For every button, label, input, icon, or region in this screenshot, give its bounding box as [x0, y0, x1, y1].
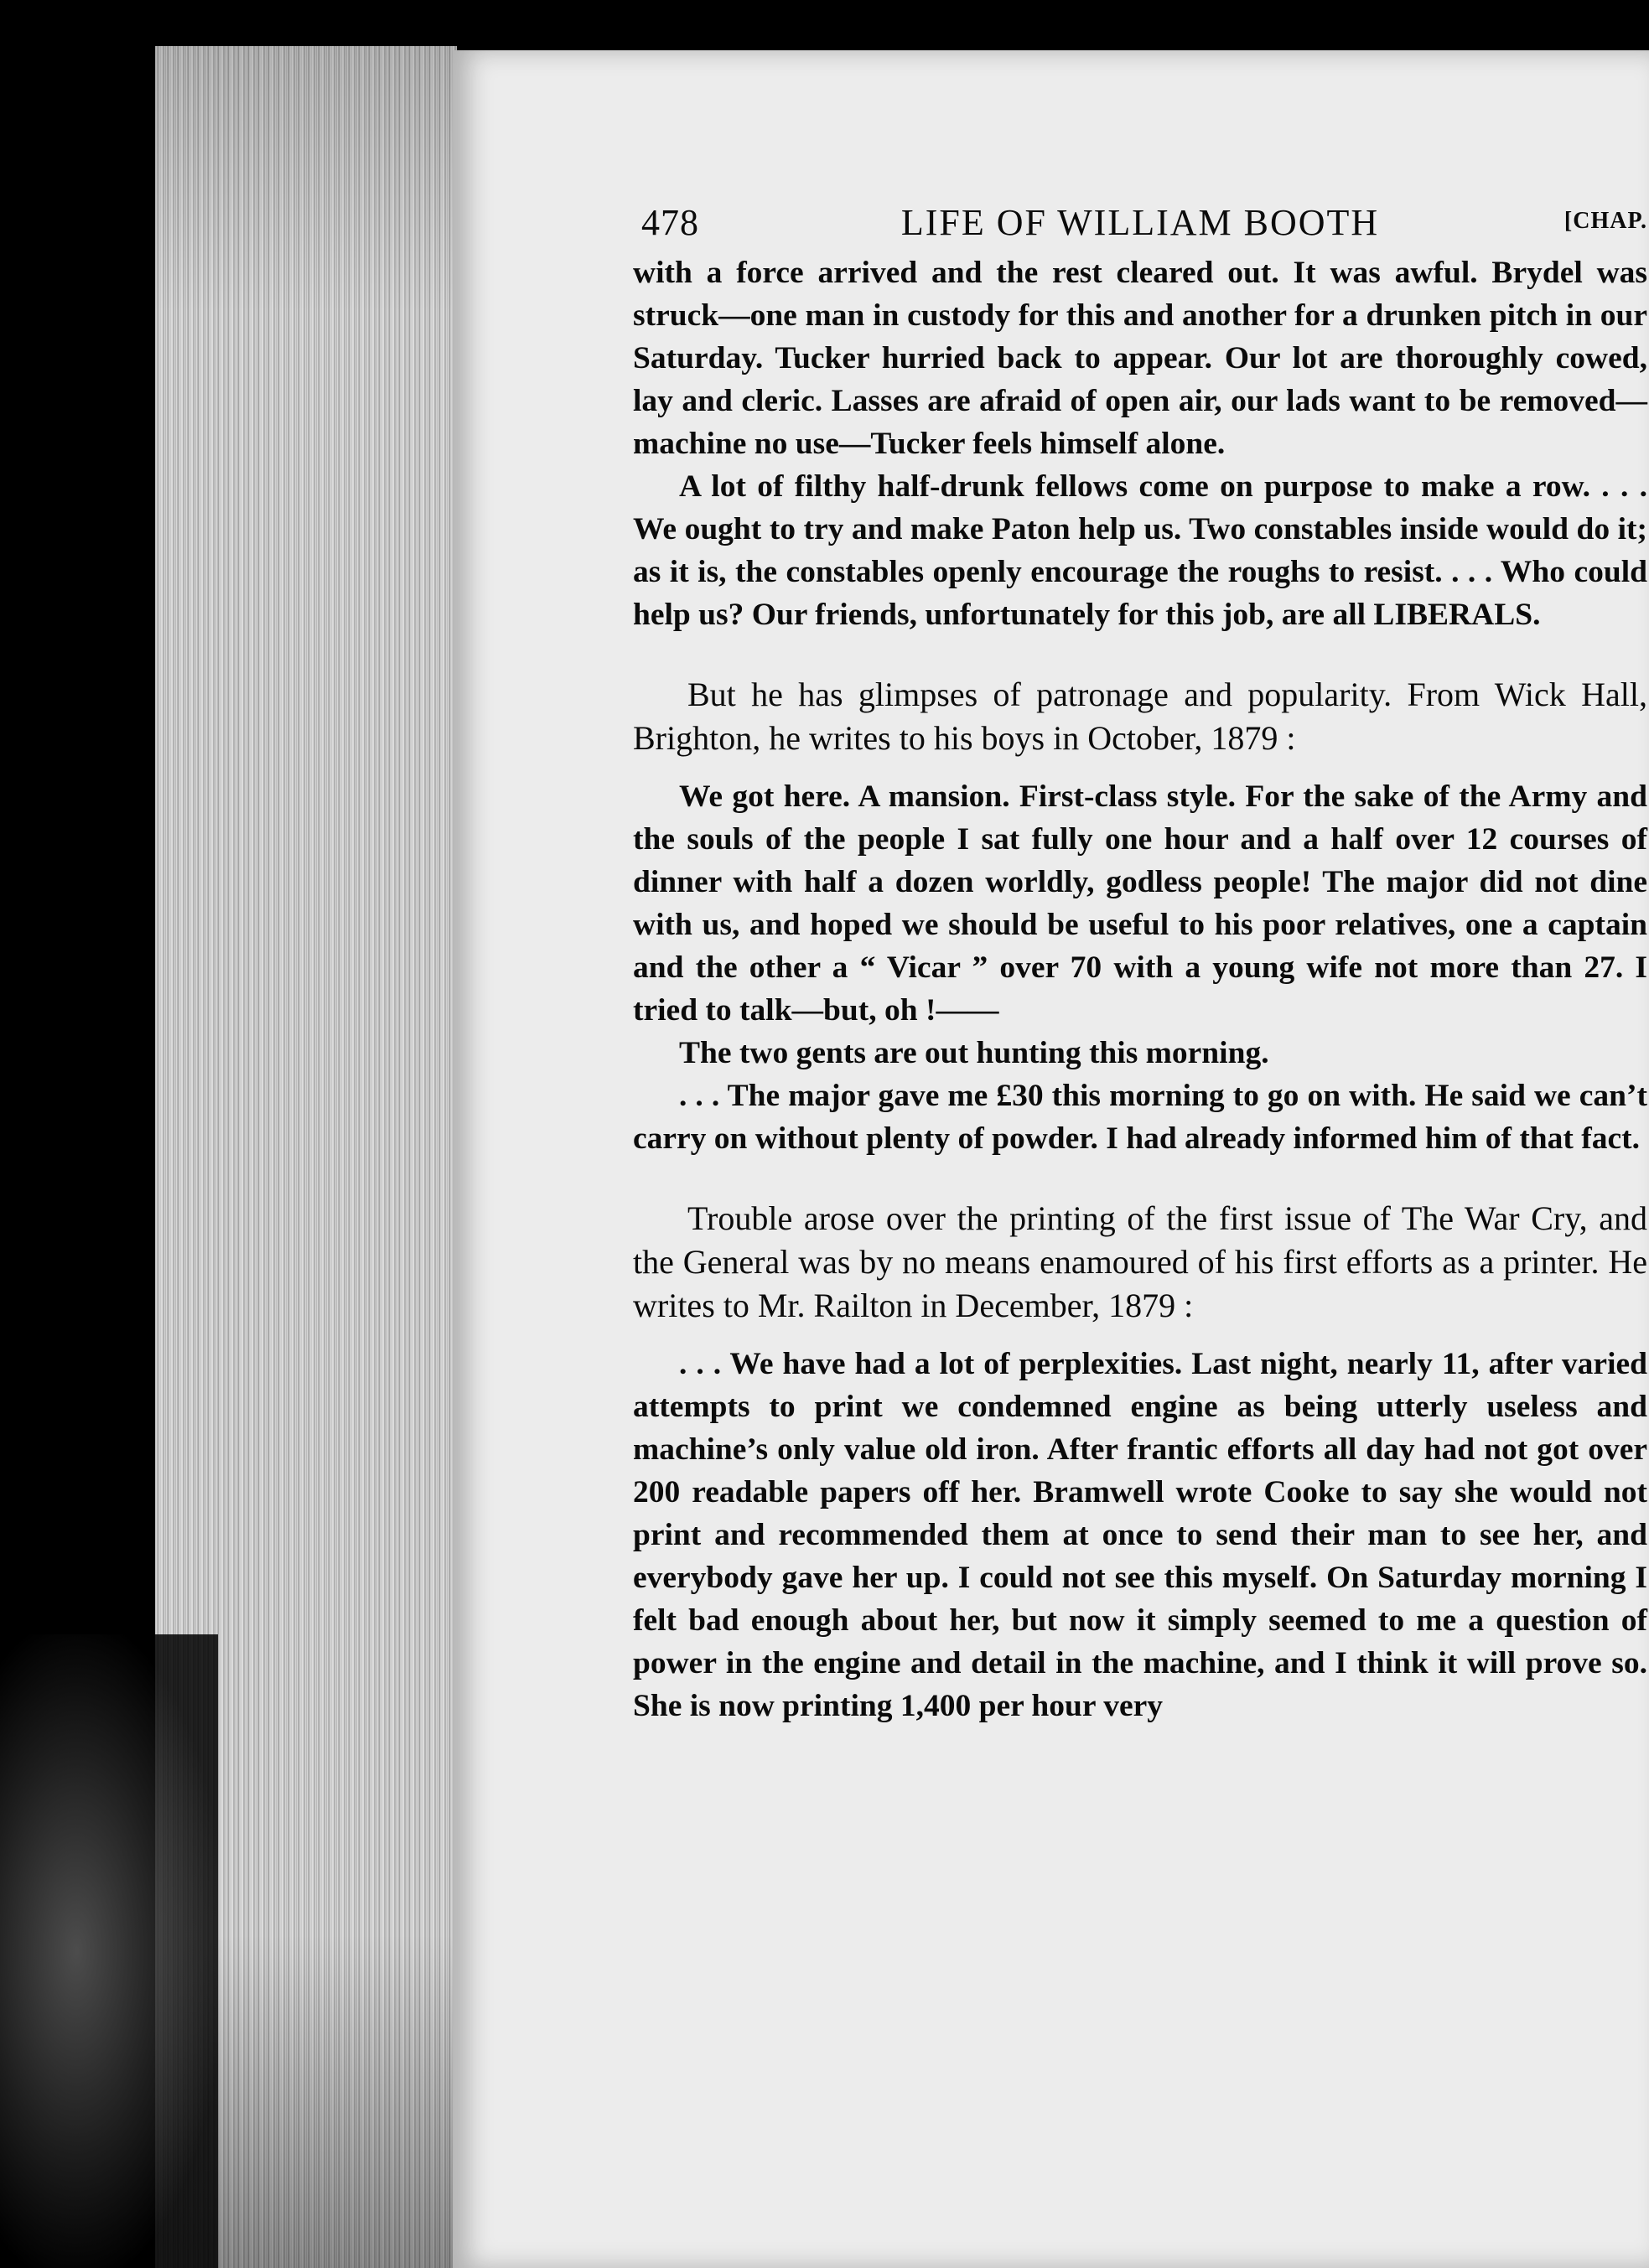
quote-paragraph: The two gents are out hunting this morning. [679, 1036, 1269, 1070]
quote-paragraph: A lot of filthy half-drunk fellows come on purpose to make a row. . . . We ought to try and make Paton help us. Two constables inside would do it; as it is, the constables openly encourage the roughs to resist. . . . Who could help us? Our friends, unfortunately for this job, are all LIBERALS. [633, 469, 1647, 632]
book-page [453, 50, 1649, 2268]
narrative-paragraph: Trouble arose over the printing of the first issue of The War Cry, and the General was by no means enamoured of his first efforts as a printer. He writes to Mr. Railton in December, 1879 : [633, 1199, 1647, 1324]
page-content [633, 201, 1647, 1727]
background-shadow [0, 1634, 218, 2268]
narrative-paragraph: But he has glimpses of patronage and popularity. From Wick Hall, Brighton, he writes to his boys in October, 1879 : [633, 676, 1647, 757]
chapter-marker: [CHAP. [1563, 208, 1647, 234]
quote-paragraph: . . . The major gave me £30 this morning to go on with. He said we can’t carry on without plenty of powder. I had already informed him of that fact. [633, 1079, 1647, 1156]
running-head [633, 201, 1647, 251]
quote-paragraph: . . . We have had a lot of perplexities. Last night, nearly 11, after varied attempts to print we condemned engine as being utterly useless and machine’s only value old iron. After frantic efforts all day had not got over 200 readable papers off her. Bramwell wrote Cooke to say she would not print and recommended them at once to send their man to see her, and everybody gave her up. I could not see this myself. On Saturday morning I felt bad enough about her, but now it simply seemed to me a question of power in the engine and detail in the machine, and I think it will prove so. She is now printing 1,400 per hour very [633, 1347, 1647, 1723]
running-title: LIFE OF WILLIAM BOOTH [900, 202, 1380, 243]
page-number: 478 [641, 202, 699, 243]
quote-paragraph: with a force arrived and the rest cleared out. It was awful. Brydel was struck—one man in custody for this and another for a drunken pitch in our Saturday. Tucker hurried back to appear. Our lot are thoroughly cowed, lay and cleric. Lasses are afraid of open air, our lads want to be removed—machine no use—Tucker feels himself alone. [633, 256, 1647, 461]
quote-paragraph: We got here. A mansion. First-class style. For the sake of the Army and the souls of the people I sat fully one hour and a half over 12 courses of dinner with half a dozen worldly, godless people! The major did not dine with us, and hoped we should be useful to his poor relatives, one a captain and the other a “ Vicar ” over 70 with a young wife not more than 27. I tried to talk—but, oh !—— [633, 779, 1647, 1028]
